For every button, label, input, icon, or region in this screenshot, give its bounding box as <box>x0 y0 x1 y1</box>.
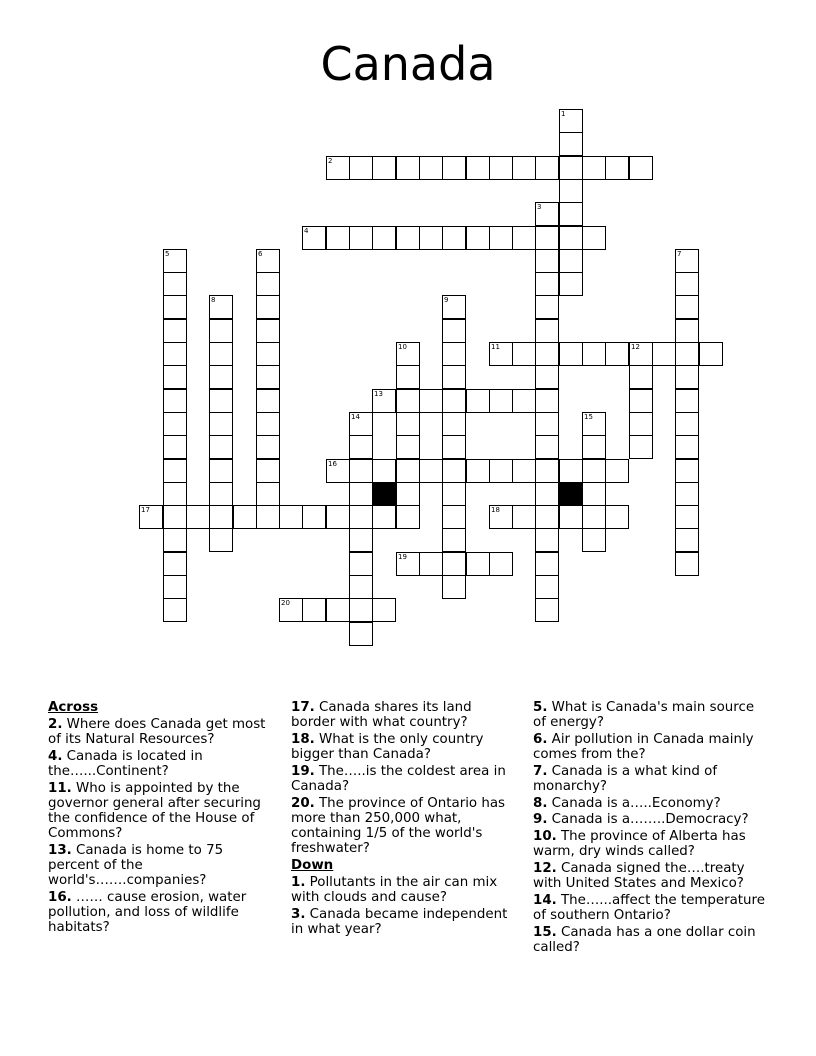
grid-cell[interactable] <box>256 412 280 436</box>
clue-number: 8 <box>211 296 216 304</box>
grid-cell[interactable] <box>302 226 326 250</box>
clue-down-15 <box>533 925 769 955</box>
grid-cell[interactable] <box>582 435 606 459</box>
grid-cell[interactable] <box>559 272 583 296</box>
grid-cell[interactable] <box>535 459 559 483</box>
grid-cell[interactable] <box>629 389 653 413</box>
grid-cell[interactable] <box>582 505 606 529</box>
clue-number-label: 14. <box>533 892 557 908</box>
grid-cell[interactable] <box>535 295 559 319</box>
grid-cell[interactable] <box>582 459 606 483</box>
grid-cell[interactable] <box>442 482 466 506</box>
clue-down-8 <box>533 796 769 811</box>
blocked-cell <box>372 482 396 506</box>
grid-cell[interactable] <box>396 226 420 250</box>
grid-cell[interactable] <box>326 459 350 483</box>
clue-number-label: 18. <box>291 731 315 747</box>
clue-text: The province of Alberta has warm, dry winds called? <box>533 829 746 860</box>
grid-cell[interactable] <box>256 482 280 506</box>
grid-cell[interactable] <box>605 156 629 180</box>
clue-down-14 <box>533 893 769 923</box>
grid-cell[interactable] <box>675 295 699 319</box>
grid-cell[interactable] <box>442 552 466 576</box>
grid-cell[interactable] <box>256 342 280 366</box>
grid-cell[interactable] <box>256 272 280 296</box>
grid-cell[interactable] <box>535 505 559 529</box>
grid-cell[interactable] <box>559 249 583 273</box>
grid-cell[interactable] <box>419 156 443 180</box>
grid-cell[interactable] <box>442 365 466 389</box>
grid-cell[interactable] <box>396 389 420 413</box>
grid-cell[interactable] <box>489 389 513 413</box>
grid-cell[interactable] <box>489 156 513 180</box>
grid-cell[interactable] <box>209 319 233 343</box>
grid-cell[interactable] <box>396 342 420 366</box>
grid-cell[interactable] <box>466 552 490 576</box>
grid-cell[interactable] <box>582 156 606 180</box>
grid-cell[interactable] <box>163 552 187 576</box>
clue-down-6 <box>533 732 769 762</box>
clue-down-12 <box>533 861 769 891</box>
grid-cell[interactable] <box>535 249 559 273</box>
grid-cell[interactable] <box>582 412 606 436</box>
grid-cell[interactable] <box>186 505 210 529</box>
grid-cell[interactable] <box>559 109 583 133</box>
grid-cell[interactable] <box>372 389 396 413</box>
grid-cell[interactable] <box>442 226 466 250</box>
grid-cell[interactable] <box>326 505 350 529</box>
grid-cell[interactable] <box>442 528 466 552</box>
clue-text: Canada is home to 75 percent of the world's…….companies? <box>48 842 224 889</box>
clue-number: 17 <box>141 506 150 514</box>
grid-cell[interactable] <box>559 156 583 180</box>
grid-cell[interactable] <box>163 528 187 552</box>
grid-cell[interactable] <box>675 365 699 389</box>
grid-cell[interactable] <box>535 272 559 296</box>
grid-cell[interactable] <box>396 482 420 506</box>
grid-cell[interactable] <box>512 505 536 529</box>
grid-cell[interactable] <box>396 156 420 180</box>
clue-number-label: 10. <box>533 829 557 845</box>
grid-cell[interactable] <box>605 342 629 366</box>
grid-cell[interactable] <box>512 226 536 250</box>
grid-cell[interactable] <box>605 459 629 483</box>
clue-number: 11 <box>491 343 500 351</box>
clue-number-label: 5. <box>533 700 548 715</box>
clue-number-label: 7. <box>533 763 548 779</box>
grid-cell[interactable] <box>535 389 559 413</box>
grid-cell[interactable] <box>489 459 513 483</box>
grid-cell[interactable] <box>419 389 443 413</box>
grid-cell[interactable] <box>675 435 699 459</box>
grid-cell[interactable] <box>466 156 490 180</box>
grid-cell[interactable] <box>442 575 466 599</box>
grid-cell[interactable] <box>675 272 699 296</box>
clue-text: Who is appointed by the governor general after securing the confidence of the House of Commons? <box>48 780 261 842</box>
grid-cell[interactable] <box>349 598 373 622</box>
grid-cell[interactable] <box>559 505 583 529</box>
grid-cell[interactable] <box>372 505 396 529</box>
grid-cell[interactable] <box>582 342 606 366</box>
grid-cell[interactable] <box>349 528 373 552</box>
grid-cell[interactable] <box>512 459 536 483</box>
grid-cell[interactable] <box>442 156 466 180</box>
clue-number-label: 11. <box>48 780 72 796</box>
grid-cell[interactable] <box>535 575 559 599</box>
grid-cell[interactable] <box>559 342 583 366</box>
clue-text: Canada signed the….treaty with United States and Mexico? <box>533 861 745 892</box>
grid-cell[interactable] <box>419 226 443 250</box>
clue-number-label: 19. <box>291 763 315 779</box>
grid-cell[interactable] <box>629 435 653 459</box>
grid-cell[interactable] <box>163 482 187 506</box>
grid-cell[interactable] <box>675 342 699 366</box>
clue-number-label: 17. <box>291 700 315 715</box>
grid-cell[interactable] <box>442 505 466 529</box>
grid-cell[interactable] <box>396 435 420 459</box>
grid-cell[interactable] <box>559 132 583 156</box>
grid-cell[interactable] <box>442 459 466 483</box>
clue-text: Where does Canada get most of its Natural Resources? <box>48 716 266 747</box>
clue-text: The province of Ontario has more than 250,000 what, containing 1/5 of the world's freshwater? <box>291 795 506 857</box>
grid-cell[interactable] <box>209 459 233 483</box>
clue-text: What is Canada's main source of energy? <box>533 700 755 731</box>
clue-number: 2 <box>328 157 333 165</box>
grid-cell[interactable] <box>209 505 233 529</box>
grid-cell[interactable] <box>256 505 280 529</box>
grid-cell[interactable] <box>209 435 233 459</box>
clue-across-13 <box>48 843 276 889</box>
grid-cell[interactable] <box>582 226 606 250</box>
clue-column-1 <box>48 700 276 937</box>
grid-cell[interactable] <box>629 342 653 366</box>
grid-cell[interactable] <box>675 552 699 576</box>
grid-cell[interactable] <box>209 295 233 319</box>
grid-cell[interactable] <box>349 622 373 646</box>
grid-cell[interactable] <box>256 459 280 483</box>
clue-number: 9 <box>444 296 449 304</box>
clue-across-17 <box>291 700 519 730</box>
grid-cell[interactable] <box>675 319 699 343</box>
grid-cell[interactable] <box>489 552 513 576</box>
puzzle-title: Canada <box>320 37 496 91</box>
clue-down-3 <box>291 907 519 937</box>
grid-cell[interactable] <box>256 435 280 459</box>
grid-cell[interactable] <box>163 575 187 599</box>
grid-cell[interactable] <box>466 459 490 483</box>
grid-cell[interactable] <box>163 389 187 413</box>
grid-cell[interactable] <box>302 598 326 622</box>
grid-cell[interactable] <box>349 459 373 483</box>
grid-cell[interactable] <box>419 459 443 483</box>
grid-cell[interactable] <box>535 226 559 250</box>
clue-text: Air pollution in Canada mainly comes from the? <box>533 731 754 763</box>
grid-cell[interactable] <box>629 156 653 180</box>
grid-cell[interactable] <box>442 389 466 413</box>
grid-cell[interactable] <box>163 272 187 296</box>
clue-number: 10 <box>398 343 407 351</box>
clue-across-20 <box>291 796 519 857</box>
grid-cell[interactable] <box>163 342 187 366</box>
grid-cell[interactable] <box>629 365 653 389</box>
grid-cell[interactable] <box>535 342 559 366</box>
grid-cell[interactable] <box>442 412 466 436</box>
grid-cell[interactable] <box>349 435 373 459</box>
clue-number-label: 12. <box>533 861 557 877</box>
grid-cell[interactable] <box>559 202 583 226</box>
clue-text: Canada is located in the…...Continent? <box>48 748 203 779</box>
grid-cell[interactable] <box>535 552 559 576</box>
grid-cell[interactable] <box>699 342 723 366</box>
clue-number: 19 <box>398 553 407 561</box>
clue-text: What is the only country bigger than Canada? <box>291 731 484 763</box>
clue-number: 1 <box>561 110 566 118</box>
grid-cell[interactable] <box>512 156 536 180</box>
grid-cell[interactable] <box>396 459 420 483</box>
clue-number-label: 20. <box>291 795 315 811</box>
grid-cell[interactable] <box>489 342 513 366</box>
grid-cell[interactable] <box>675 505 699 529</box>
clue-column-3 <box>533 700 769 957</box>
clue-text: The…...affect the temperature of southern Ontario? <box>533 892 765 924</box>
grid-cell[interactable] <box>675 389 699 413</box>
grid-cell[interactable] <box>349 226 373 250</box>
clue-number: 4 <box>304 227 309 235</box>
grid-cell[interactable] <box>489 505 513 529</box>
grid-cell[interactable] <box>535 482 559 506</box>
clue-across-16 <box>48 890 276 936</box>
grid-cell[interactable] <box>163 365 187 389</box>
grid-cell[interactable] <box>396 552 420 576</box>
clue-number: 12 <box>631 343 640 351</box>
grid-cell[interactable] <box>372 598 396 622</box>
clue-number: 18 <box>491 506 500 514</box>
grid-cell[interactable] <box>163 598 187 622</box>
grid-cell[interactable] <box>349 482 373 506</box>
clue-number: 16 <box>328 460 337 468</box>
clue-down-10 <box>533 829 769 859</box>
grid-cell[interactable] <box>372 226 396 250</box>
grid-cell[interactable] <box>675 528 699 552</box>
grid-cell[interactable] <box>349 412 373 436</box>
grid-cell[interactable] <box>372 459 396 483</box>
grid-cell[interactable] <box>163 459 187 483</box>
grid-cell[interactable] <box>559 179 583 203</box>
grid-cell[interactable] <box>559 226 583 250</box>
grid-cell[interactable] <box>256 389 280 413</box>
clue-number: 7 <box>677 250 682 258</box>
down-heading: Down <box>291 858 334 874</box>
grid-cell[interactable] <box>512 342 536 366</box>
grid-cell[interactable] <box>349 505 373 529</box>
grid-cell[interactable] <box>675 459 699 483</box>
grid-cell[interactable] <box>582 482 606 506</box>
clue-number: 15 <box>584 413 593 421</box>
grid-cell[interactable] <box>675 412 699 436</box>
grid-cell[interactable] <box>349 156 373 180</box>
clue-number-label: 15. <box>533 924 557 940</box>
grid-cell[interactable] <box>349 552 373 576</box>
grid-cell[interactable] <box>256 249 280 273</box>
clue-text: Canada is a…..Economy? <box>547 795 721 811</box>
grid-cell[interactable] <box>233 505 257 529</box>
grid-cell[interactable] <box>442 319 466 343</box>
grid-cell[interactable] <box>559 459 583 483</box>
clue-number-label: 8. <box>533 795 548 811</box>
clue-text: Canada is a……..Democracy? <box>547 812 749 828</box>
grid-cell[interactable] <box>535 435 559 459</box>
clue-text: Pollutants in the air can mix with clouds and cause? <box>291 874 498 905</box>
grid-cell[interactable] <box>209 342 233 366</box>
clue-across-4 <box>48 749 276 779</box>
grid-cell[interactable] <box>326 226 350 250</box>
grid-cell[interactable] <box>489 226 513 250</box>
clue-number: 5 <box>165 250 170 258</box>
clue-number-label: 13. <box>48 842 72 858</box>
clue-number-label: 6. <box>533 731 548 747</box>
grid-cell[interactable] <box>535 156 559 180</box>
grid-cell[interactable] <box>535 598 559 622</box>
grid-cell[interactable] <box>466 389 490 413</box>
clue-text: Canada became independent in what year? <box>291 906 508 937</box>
grid-cell[interactable] <box>256 319 280 343</box>
grid-cell[interactable] <box>139 505 163 529</box>
clue-number: 3 <box>537 203 542 211</box>
grid-cell[interactable] <box>442 435 466 459</box>
grid-cell[interactable] <box>535 202 559 226</box>
grid-cell[interactable] <box>466 226 490 250</box>
grid-cell[interactable] <box>442 295 466 319</box>
grid-cell[interactable] <box>675 482 699 506</box>
grid-cell[interactable] <box>512 389 536 413</box>
grid-cell[interactable] <box>163 319 187 343</box>
grid-cell[interactable] <box>256 295 280 319</box>
clue-number: 13 <box>374 390 383 398</box>
grid-cell[interactable] <box>535 412 559 436</box>
clue-text: The…..is the coldest area in Canada? <box>291 763 506 795</box>
grid-cell[interactable] <box>209 528 233 552</box>
grid-cell[interactable] <box>396 505 420 529</box>
grid-cell[interactable] <box>605 505 629 529</box>
grid-cell[interactable] <box>326 156 350 180</box>
clue-number-label: 3. <box>291 906 306 922</box>
clue-across-2 <box>48 717 276 747</box>
clue-number: 6 <box>258 250 263 258</box>
grid-cell[interactable] <box>209 482 233 506</box>
clue-number-label: 9. <box>533 812 548 828</box>
clue-number: 20 <box>281 599 290 607</box>
clue-across-18 <box>291 732 519 762</box>
clue-text: Canada has a one dollar coin called? <box>533 924 756 956</box>
grid-cell[interactable] <box>535 528 559 552</box>
grid-cell[interactable] <box>163 412 187 436</box>
clue-down-7 <box>533 764 769 794</box>
grid-cell[interactable] <box>396 412 420 436</box>
grid-cell[interactable] <box>279 598 303 622</box>
grid-cell[interactable] <box>302 505 326 529</box>
clue-down-1 <box>291 875 519 905</box>
grid-cell[interactable] <box>163 435 187 459</box>
grid-cell[interactable] <box>256 365 280 389</box>
grid-cell[interactable] <box>629 412 653 436</box>
grid-cell[interactable] <box>675 249 699 273</box>
grid-cell[interactable] <box>209 412 233 436</box>
grid-cell[interactable] <box>163 505 187 529</box>
clue-down-9 <box>533 812 769 827</box>
grid-cell[interactable] <box>535 365 559 389</box>
grid-cell[interactable] <box>396 365 420 389</box>
grid-cell[interactable] <box>279 505 303 529</box>
grid-cell[interactable] <box>419 552 443 576</box>
clue-number: 14 <box>351 413 360 421</box>
clue-across-19 <box>291 764 519 794</box>
grid-cell[interactable] <box>349 575 373 599</box>
grid-cell[interactable] <box>535 319 559 343</box>
clue-number-label: 1. <box>291 874 306 890</box>
clue-text: Canada is a what kind of monarchy? <box>533 763 718 795</box>
grid-cell[interactable] <box>209 365 233 389</box>
grid-cell[interactable] <box>372 156 396 180</box>
clue-down-5 <box>533 700 769 730</box>
blocked-cell <box>559 482 583 506</box>
clue-number-label: 2. <box>48 716 63 732</box>
clue-text: Canada shares its land border with what country? <box>291 700 472 731</box>
grid-cell[interactable] <box>163 295 187 319</box>
clue-across-11 <box>48 781 276 842</box>
grid-cell[interactable] <box>442 342 466 366</box>
clue-column-2 <box>291 700 519 939</box>
clue-number-label: 16. <box>48 889 72 905</box>
clue-text: …… cause erosion, water pollution, and loss of wildlife habitats? <box>48 889 247 936</box>
grid-cell[interactable] <box>209 389 233 413</box>
grid-cell[interactable] <box>163 249 187 273</box>
clue-number-label: 4. <box>48 748 63 764</box>
across-heading: Across <box>48 700 99 715</box>
grid-cell[interactable] <box>582 528 606 552</box>
grid-cell[interactable] <box>652 342 676 366</box>
grid-cell[interactable] <box>326 598 350 622</box>
